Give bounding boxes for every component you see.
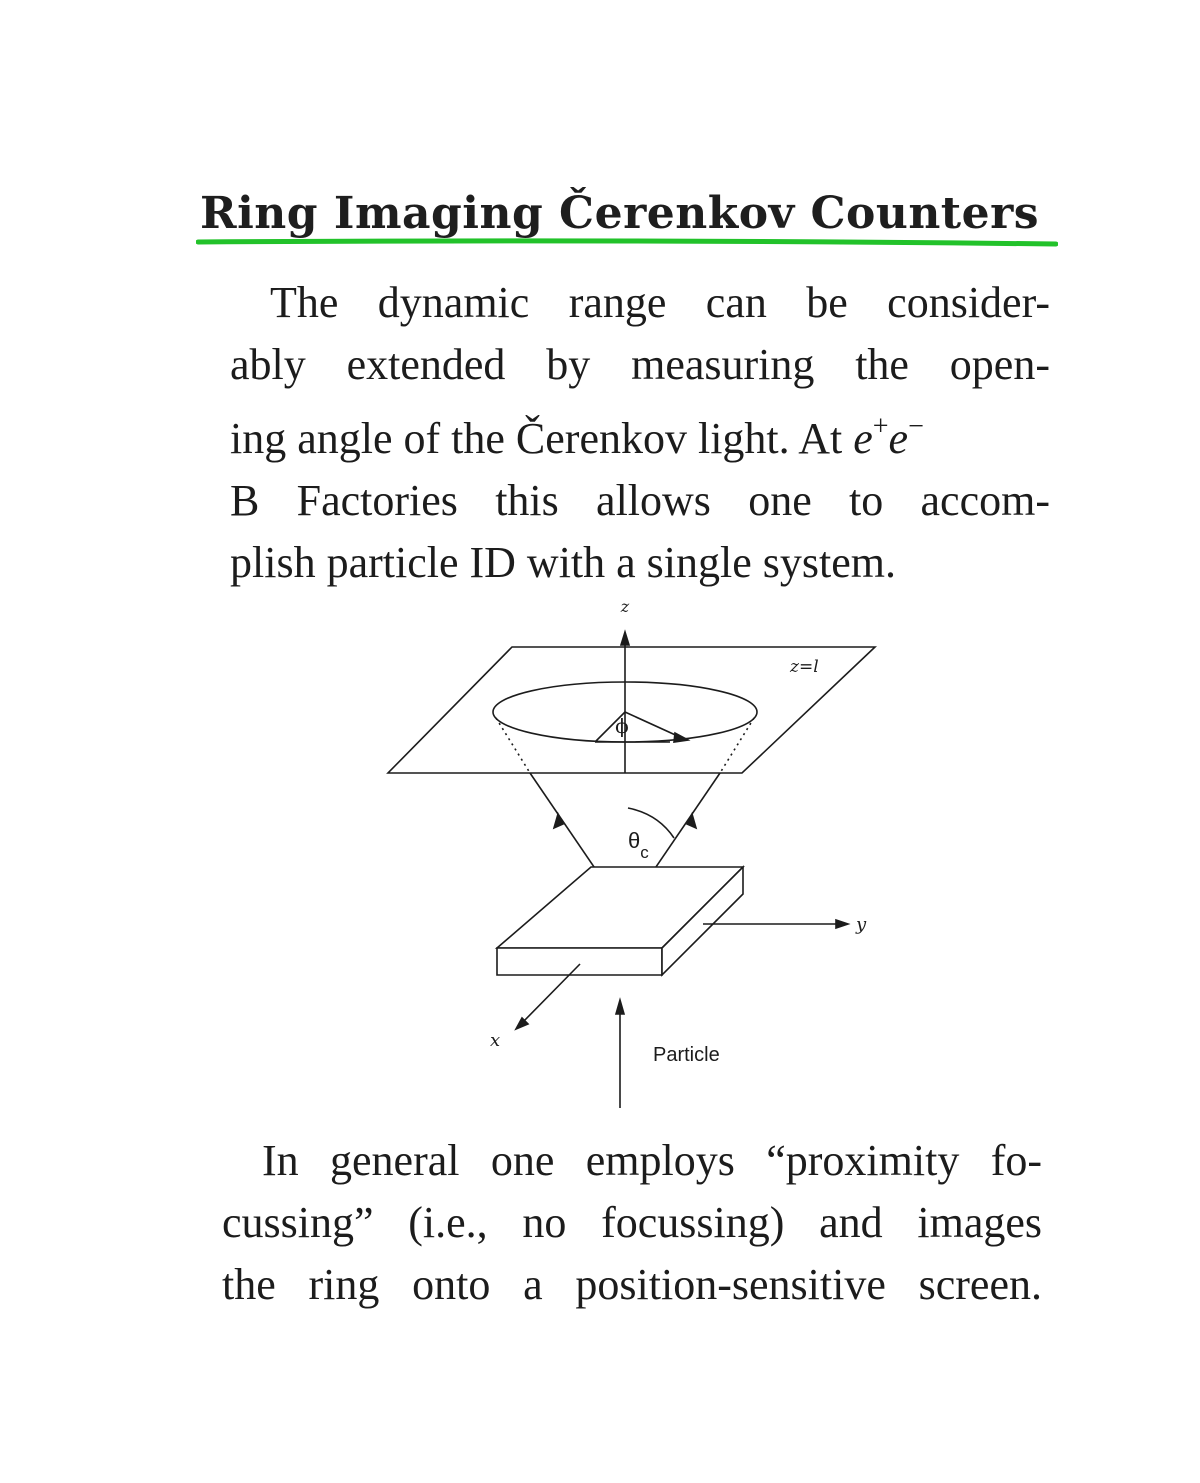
y-axis-arrowhead [836, 920, 848, 928]
particle-arrowhead [616, 1000, 624, 1014]
z-axis-arrowhead [621, 632, 629, 645]
cone-arrowhead [554, 814, 563, 828]
paragraph-intro [230, 272, 1050, 594]
page-title: Ring Imaging Čerenkov Counters [200, 188, 1040, 239]
theta-label: $\theta_c$ [628, 828, 649, 862]
phi-label: ϕ [615, 714, 629, 738]
radius-arrowhead [674, 733, 688, 742]
rich-diagram [370, 590, 890, 1120]
particle-label: Particle [653, 1044, 720, 1066]
ring-radius-line [625, 712, 682, 738]
plane-label: z=l [790, 657, 819, 677]
superscript-minus: − [908, 411, 924, 442]
paragraph-line: B Factories this allows one to accom- [230, 476, 1050, 525]
paragraph-line: ing angle of the Čerenkov light. At e+e− [230, 411, 924, 463]
x-axis-label: x [490, 1030, 501, 1051]
paragraph-line: plish particle ID with a single system. [230, 538, 896, 587]
title-highlight-underline [196, 238, 1058, 248]
math-e: e [853, 414, 873, 463]
paragraph-proximity-focussing [222, 1130, 1042, 1316]
paragraph-line: In general one employs “proximity fo- [262, 1136, 1042, 1185]
superscript-plus: + [872, 411, 889, 442]
paragraph-line: the ring onto a position-sensitive screen. [222, 1260, 1042, 1309]
paragraph-line: ably extended by measuring the open- [230, 340, 1050, 389]
cone-edge-dotted [496, 718, 530, 773]
paragraph-line: cussing” (i.e., no focussing) and images [222, 1198, 1042, 1247]
paragraph-line: The dynamic range can be consider- [270, 278, 1050, 327]
math-e: e [888, 414, 909, 463]
cone-arrowhead [687, 814, 696, 828]
cone-edge-dotted [720, 718, 754, 773]
y-axis-label: y [856, 914, 867, 935]
radiator-slab-front [497, 948, 662, 975]
z-axis-label: z [620, 597, 630, 616]
